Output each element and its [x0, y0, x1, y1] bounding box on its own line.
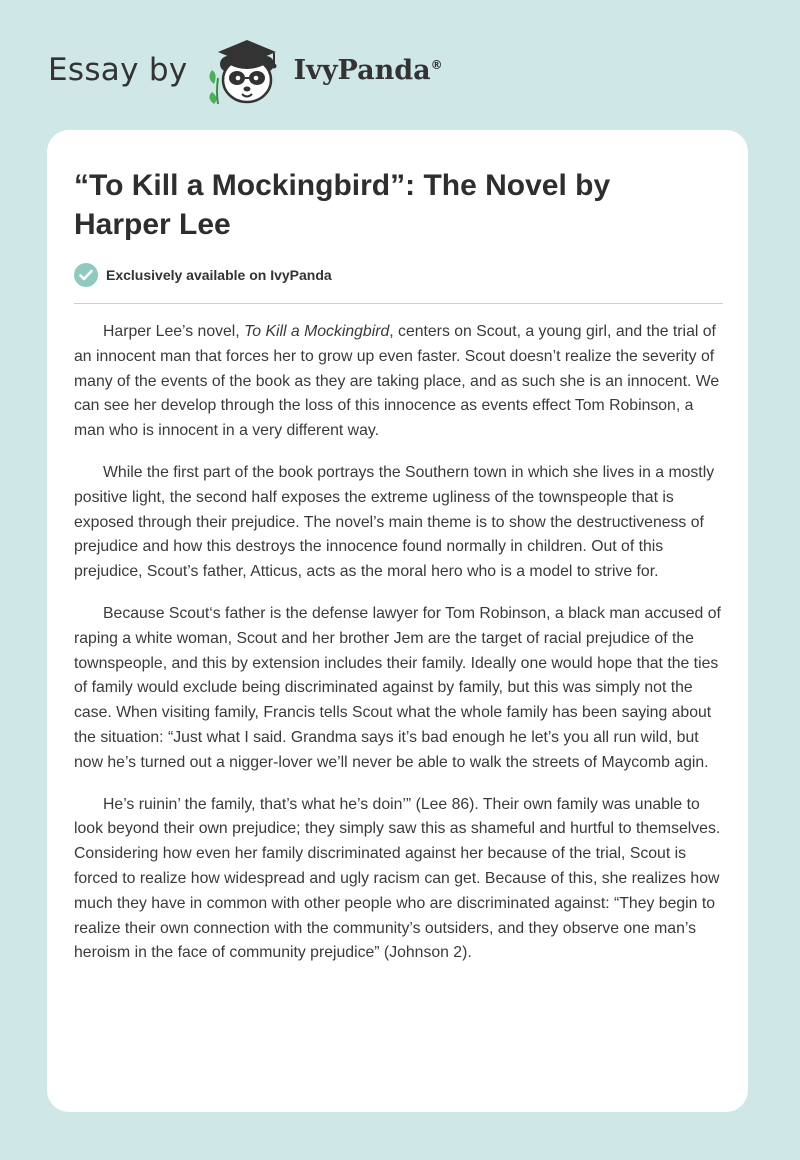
exclusive-badge	[74, 263, 332, 287]
paragraph-1-rest: , centers on Scout, a young girl, and the trial of an innocent man that forces her to grow up even faster. Scout doesn’t realize the severity of many of the events of the book as they are taking place, and as such she is an innocent. We can see her develop through the loss of this innocence as events effect Tom Robinson, a man who is innocent in a very different way.	[74, 323, 720, 440]
paragraph-4: He’s ruinin’ the family, that’s what he’s doin’” (Lee 86). Their own family was unable to look beyond their own prejudice; they simply saw this as shameful and hurtful to themselves. Considering how even her family discriminated against her because of the trial, Scout is forced to realize how widespread and ugly racism can get. Because of this, she realizes how much they have in common with other people who are discriminated against: “They begin to realize their own connection with the community’s outsiders, and they observe one man’s heroism in the face of community prejudice” (Johnson 2).	[74, 795, 721, 962]
title-divider	[74, 303, 723, 304]
trademark-symbol: ®	[430, 57, 443, 72]
essay-by-label: Essay by	[48, 52, 188, 88]
paragraph-2: While the first part of the book portrays the Southern town in which she lives in a mostly positive light, the second half exposes the extreme ugliness of the townspeople that is exposed through their prejudice. The novel’s main theme is to show the destructiveness of prejudice and how this destroys the innocence found normally in children. Out of this prejudice, Scout’s father, Atticus, acts as the moral hero who is a model to strive for.	[74, 463, 715, 581]
exclusive-badge-text: Exclusively available on IvyPanda	[106, 267, 332, 283]
brand-label: IvyPanda	[293, 54, 431, 86]
site-header	[48, 34, 443, 106]
panda-graduate-icon[interactable]	[204, 34, 290, 106]
essay-card	[47, 130, 748, 1112]
essay-body	[74, 320, 726, 983]
essay-title: “To Kill a Mockingbird”: The Novel by Harper Lee	[74, 169, 611, 241]
check-circle-icon	[74, 263, 98, 287]
brand-name[interactable]	[294, 55, 443, 86]
paragraph-3: Because Scout‘s father is the defense lawyer for Tom Robinson, a black man accused of raping a white woman, Scout and her brother Jem are the target of racial prejudice of the townspeople, and this by extension includes their family. Ideally one would hope that the ties of family would exclude being discriminated against by family, but this was simply not the case. When visiting family, Francis tells Scout what the whole family has been saying about the situation: “Just what I said. Grandma says it’s bad enough he let’s you all run wild, but now he’s turned out a nigger-lover we’ll never be able to walk the streets of Maycomb agin.	[74, 604, 721, 771]
book-title: To Kill a Mockingbird	[244, 323, 390, 340]
paragraph-1-start: Harper Lee’s novel,	[103, 323, 245, 340]
paragraph-1	[74, 320, 726, 444]
